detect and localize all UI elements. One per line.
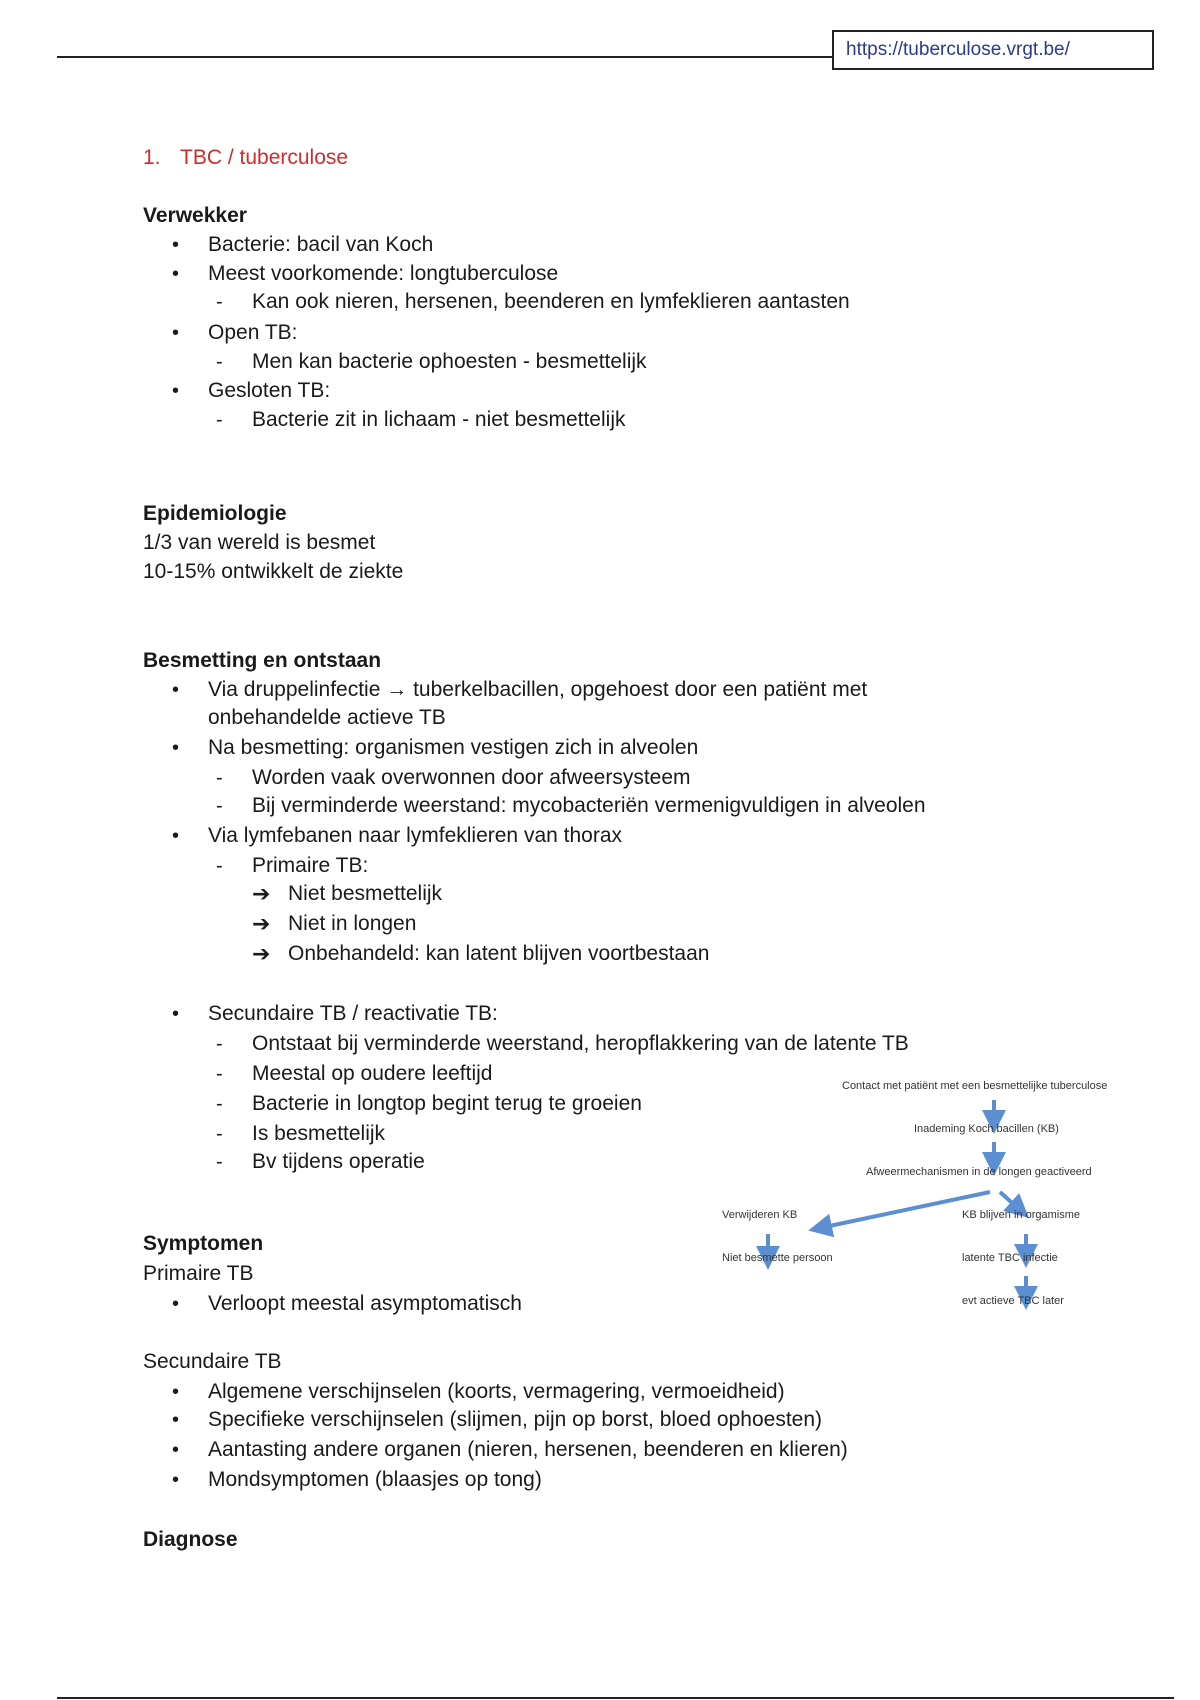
arrow-item: Niet in longen — [288, 912, 417, 935]
flow-arrow — [1000, 1192, 1020, 1210]
dash-icon: - — [216, 291, 223, 313]
list-item: Meest voorkomende: longtuberculose — [208, 262, 559, 285]
arrow-right-icon: ➔ — [252, 911, 271, 936]
list-subitem: Bacterie in longtop begint terug te groeien — [252, 1092, 642, 1115]
list-subitem: Ontstaat bij verminderde weerstand, heropflakkering van de latente TB — [252, 1032, 909, 1055]
arrow-right-icon: ➔ — [252, 881, 271, 906]
bullet-icon: • — [172, 679, 180, 701]
dash-icon: - — [216, 795, 223, 817]
list-item: Verloopt meestal asymptomatisch — [208, 1292, 522, 1315]
list-item: Algemene verschijnselen (koorts, vermagering, vermoeidheid) — [208, 1380, 785, 1403]
heading-epidemiologie: Epidemiologie — [143, 502, 287, 525]
bullet-icon: • — [172, 1469, 180, 1491]
flow-node: evt actieve TBC later — [962, 1295, 1064, 1307]
list-subitem: Kan ook nieren, hersenen, beenderen en lymfeklieren aantasten — [252, 290, 850, 313]
dash-icon: - — [216, 855, 223, 877]
bullet-icon: • — [172, 263, 180, 285]
bullet-icon: • — [172, 1439, 180, 1461]
list-subitem: Bacterie zit in lichaam - niet besmettelijk — [252, 408, 626, 431]
list-item: Aantasting andere organen (nieren, hersenen, beenderen en klieren) — [208, 1438, 848, 1461]
flowchart-arrows — [700, 1080, 1180, 1330]
epidemiologie-line: 10-15% ontwikkelt de ziekte — [143, 560, 404, 583]
flow-node: Niet besmette persoon — [722, 1252, 833, 1264]
bullet-icon: • — [172, 322, 180, 344]
list-subitem: Meestal op oudere leeftijd — [252, 1062, 493, 1085]
bullet-icon: • — [172, 1293, 180, 1315]
epidemiologie-line: 1/3 van wereld is besmet — [143, 531, 376, 554]
source-url-link[interactable]: https://tuberculose.vrgt.be/ — [832, 30, 1154, 70]
dash-icon: - — [216, 767, 223, 789]
list-item: Secundaire TB / reactivatie TB: — [208, 1002, 498, 1025]
dash-icon: - — [216, 1033, 223, 1055]
dash-icon: - — [216, 1093, 223, 1115]
dash-icon: - — [216, 1063, 223, 1085]
list-item: Via druppelinfectie → tuberkelbacillen, opgehoest door een patiënt met — [208, 678, 868, 701]
list-item: Specifieke verschijnselen (slijmen, pijn op borst, bloed ophoesten) — [208, 1408, 823, 1431]
list-item: Open TB: — [208, 321, 298, 344]
dash-icon: - — [216, 1123, 223, 1145]
subheading-secundaire-tb: Secundaire TB — [143, 1350, 282, 1373]
list-item-continuation: onbehandelde actieve TB — [208, 706, 446, 729]
flow-node: Afweermechanismen in de longen geactiveerd — [866, 1166, 1092, 1178]
flow-node: latente TBC infectie — [962, 1252, 1058, 1264]
list-item: Mondsymptomen (blaasjes op tong) — [208, 1468, 542, 1491]
list-subitem: Is besmettelijk — [252, 1122, 386, 1145]
heading-verwekker: Verwekker — [143, 204, 247, 227]
dash-icon: - — [216, 409, 223, 431]
bullet-icon: • — [172, 1409, 180, 1431]
flow-node: KB blijven in orgamisme — [962, 1209, 1080, 1221]
list-subitem: Primaire TB: — [252, 854, 369, 877]
bullet-icon: • — [172, 825, 180, 847]
heading-besmetting: Besmetting en ontstaan — [143, 649, 382, 672]
arrow-right-icon: ➔ — [252, 941, 271, 966]
section-number: 1. — [143, 146, 161, 169]
footer-rule — [57, 1697, 1174, 1699]
list-subitem: Men kan bacterie ophoesten - besmettelijk — [252, 350, 647, 373]
subheading-primaire-tb: Primaire TB — [143, 1262, 254, 1285]
bullet-icon: • — [172, 380, 180, 402]
header-rule — [57, 56, 837, 58]
list-subitem: Bij verminderde weerstand: mycobacteriën vermenigvuldigen in alveolen — [252, 794, 926, 817]
flow-node: Contact met patiënt met een besmettelijke tuberculose — [842, 1080, 1108, 1092]
section-title: TBC / tuberculose — [180, 146, 349, 169]
list-item: Bacterie: bacil van Koch — [208, 233, 434, 256]
bullet-icon: • — [172, 234, 180, 256]
heading-diagnose: Diagnose — [143, 1528, 238, 1551]
flow-node: Inademing Koch bacillen (KB) — [914, 1123, 1059, 1135]
list-item: Na besmetting: organismen vestigen zich in alveolen — [208, 736, 699, 759]
bullet-icon: • — [172, 1003, 180, 1025]
dash-icon: - — [216, 351, 223, 373]
arrow-item: Onbehandeld: kan latent blijven voortbestaan — [288, 942, 710, 965]
list-subitem: Worden vaak overwonnen door afweersysteem — [252, 766, 691, 789]
list-subitem: Bv tijdens operatie — [252, 1150, 425, 1173]
heading-symptomen: Symptomen — [143, 1232, 264, 1255]
dash-icon: - — [216, 1151, 223, 1173]
list-item: Gesloten TB: — [208, 379, 331, 402]
bullet-icon: • — [172, 737, 180, 759]
bullet-icon: • — [172, 1381, 180, 1403]
flow-node: Verwijderen KB — [722, 1209, 798, 1221]
arrow-item: Niet besmettelijk — [288, 882, 443, 905]
tb-flowchart — [700, 1080, 1180, 1330]
list-item: Via lymfebanen naar lymfeklieren van thorax — [208, 824, 623, 847]
